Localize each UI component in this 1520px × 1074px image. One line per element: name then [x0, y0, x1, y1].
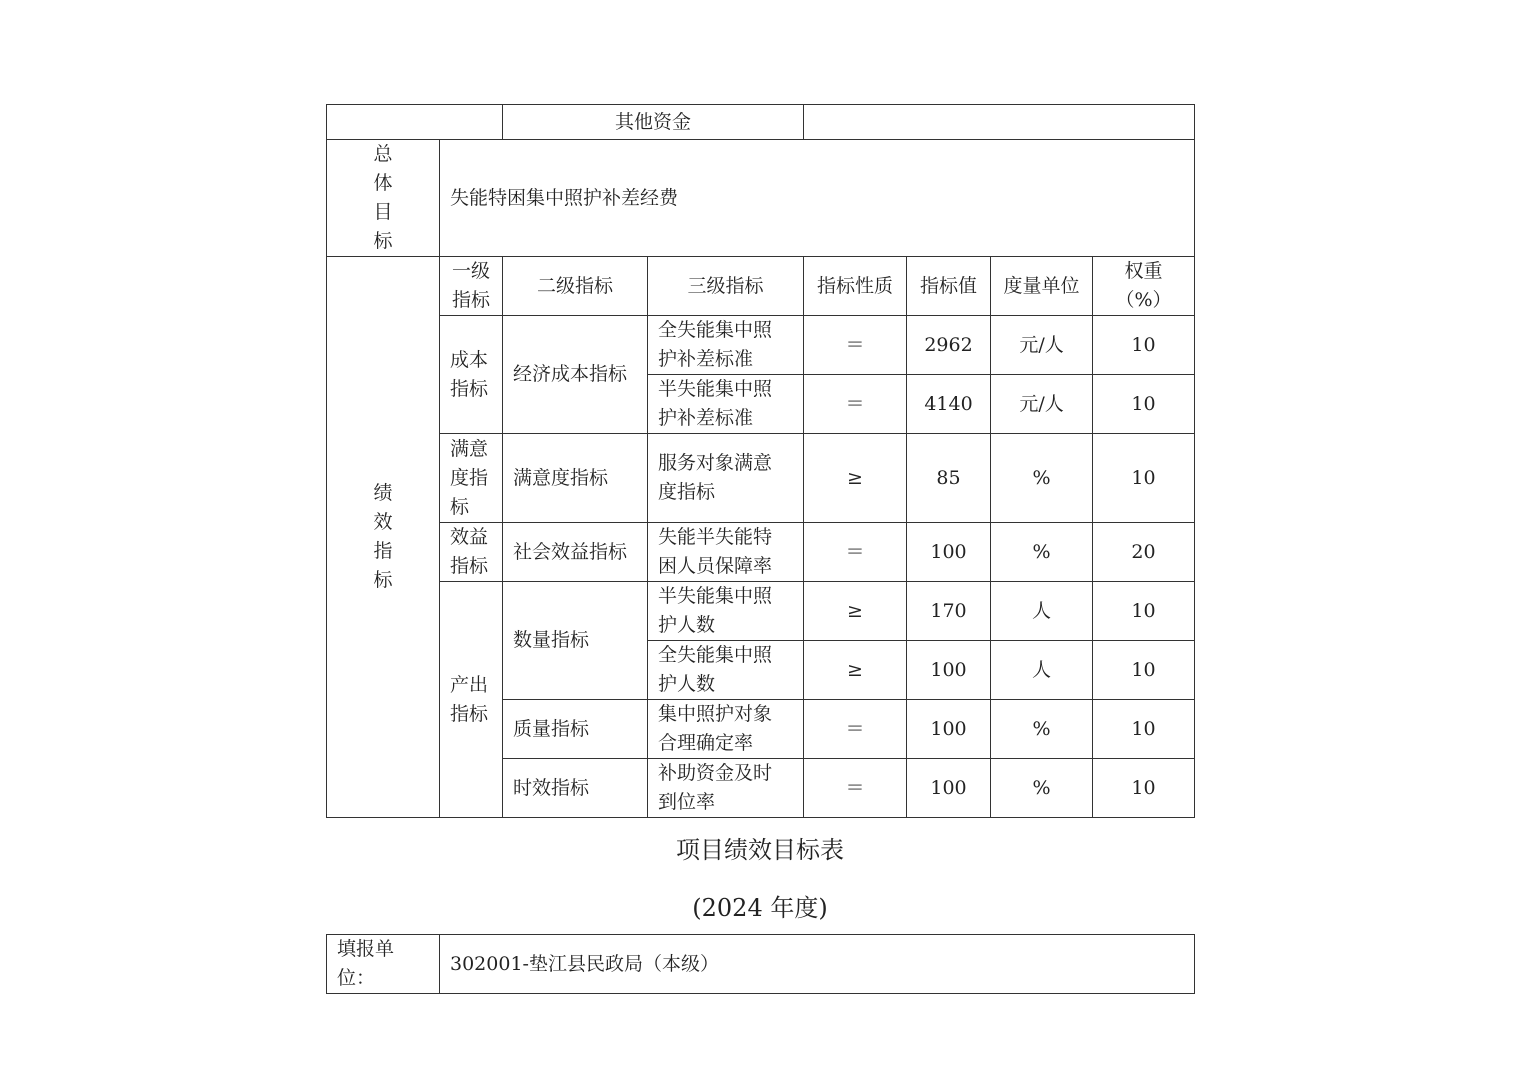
- other-funds-value: [804, 105, 1195, 140]
- indicator-name: 半失能集中照 护人数: [648, 582, 804, 641]
- level2-quantity: 数量指标: [503, 582, 648, 700]
- overall-label-char: 目: [373, 201, 393, 223]
- indicator-name: 服务对象满意 度指标: [648, 434, 804, 523]
- indicator-name: 半失能集中照 护补差标准: [648, 375, 804, 434]
- level1-benefit: 效益 指标: [440, 523, 503, 582]
- indicator-op: ＝: [804, 759, 907, 818]
- level1-cost: 成本 指标: [440, 316, 503, 434]
- indicator-value: 100: [907, 700, 991, 759]
- indicator-value: 100: [907, 523, 991, 582]
- indicator-unit: %: [991, 700, 1093, 759]
- indicator-weight: 10: [1093, 316, 1195, 375]
- indicator-value: 85: [907, 434, 991, 523]
- indicator-unit: 元/人: [991, 316, 1093, 375]
- level2-economic: 经济成本指标: [503, 316, 648, 434]
- performance-label-char: 效: [373, 511, 393, 533]
- indicator-unit: 人: [991, 582, 1093, 641]
- indicator-op: ＝: [804, 375, 907, 434]
- overall-label-char: 标: [373, 230, 393, 252]
- indicator-value: 100: [907, 641, 991, 700]
- indicator-value: 100: [907, 759, 991, 818]
- indicator-name: 失能半失能特 困人员保障率: [648, 523, 804, 582]
- level2-quality: 质量指标: [503, 700, 648, 759]
- performance-table: [326, 104, 1195, 818]
- overall-label-char: 总: [373, 143, 393, 165]
- indicator-unit: %: [991, 523, 1093, 582]
- indicator-weight: 10: [1093, 700, 1195, 759]
- overall-goal-text: 失能特困集中照护补差经费: [440, 140, 1195, 257]
- indicator-op: ≥: [804, 641, 907, 700]
- indicator-weight: 10: [1093, 641, 1195, 700]
- page-subtitle: (2024 年度): [692, 894, 828, 922]
- other-funds-label: 其他资金: [503, 105, 804, 140]
- indicator-value: 170: [907, 582, 991, 641]
- reporting-unit-table: [326, 934, 1195, 994]
- indicator-unit: 人: [991, 641, 1093, 700]
- indicator-name: 全失能集中照 护补差标准: [648, 316, 804, 375]
- indicator-name: 补助资金及时 到位率: [648, 759, 804, 818]
- overall-label-char: 体: [373, 172, 393, 194]
- header-weight: 权重（%）: [1093, 257, 1195, 316]
- indicator-weight: 10: [1093, 375, 1195, 434]
- indicator-weight: 10: [1093, 582, 1195, 641]
- page-title: 项目绩效目标表: [676, 836, 844, 864]
- level2-social: 社会效益指标: [503, 523, 648, 582]
- overall-goal-label: [327, 140, 440, 257]
- level2-satisfaction: 满意度指标: [503, 434, 648, 523]
- performance-label-char: 指: [373, 540, 393, 562]
- reporting-unit-label: 填报单位：: [327, 935, 440, 994]
- indicator-name: 全失能集中照 护人数: [648, 641, 804, 700]
- indicator-value: 2962: [907, 316, 991, 375]
- indicator-unit: %: [991, 759, 1093, 818]
- indicator-weight: 10: [1093, 434, 1195, 523]
- indicator-unit: %: [991, 434, 1093, 523]
- header-value: 指标值: [907, 257, 991, 316]
- funds-blank-cell: [327, 105, 503, 140]
- indicator-op: ≥: [804, 434, 907, 523]
- indicator-unit: 元/人: [991, 375, 1093, 434]
- indicator-op: ＝: [804, 523, 907, 582]
- level1-satisfaction: 满意 度指 标: [440, 434, 503, 523]
- indicator-op: ＝: [804, 316, 907, 375]
- indicator-value: 4140: [907, 375, 991, 434]
- indicator-op: ≥: [804, 582, 907, 641]
- performance-indicators-label: [327, 257, 440, 818]
- performance-label-char: 绩: [373, 482, 393, 504]
- header-level3: 三级指标: [648, 257, 804, 316]
- indicator-name: 集中照护对象 合理确定率: [648, 700, 804, 759]
- header-unit: 度量单位: [991, 257, 1093, 316]
- performance-label-char: 标: [373, 569, 393, 591]
- indicator-weight: 20: [1093, 523, 1195, 582]
- indicator-op: ＝: [804, 700, 907, 759]
- header-level1: 一级 指标: [440, 257, 503, 316]
- indicator-weight: 10: [1093, 759, 1195, 818]
- header-nature: 指标性质: [804, 257, 907, 316]
- header-level2: 二级指标: [503, 257, 648, 316]
- reporting-unit-value: 302001-垫江县民政局（本级）: [440, 935, 1195, 994]
- level1-output: 产出 指标: [440, 582, 503, 818]
- level2-timeliness: 时效指标: [503, 759, 648, 818]
